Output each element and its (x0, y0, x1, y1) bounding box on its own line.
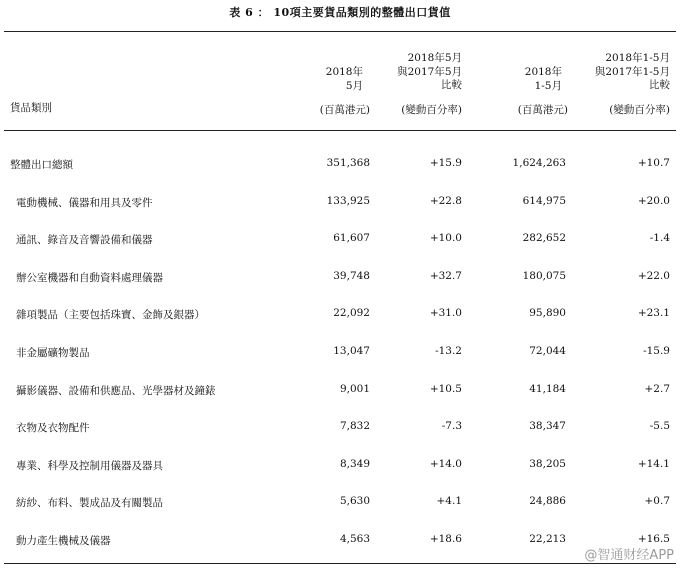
row-label: 電動機械、儀器和用具及零件 (16, 196, 153, 209)
cell-ytd-change: -5.5 (649, 420, 670, 433)
header-may-2018: 2018年 5月 (325, 66, 363, 92)
cell-may: 8,349 (339, 457, 370, 470)
cell-ytd-change: +2.7 (644, 382, 670, 395)
cell-may-change: +4.1 (436, 495, 462, 508)
cell-ytd: 282,652 (522, 232, 566, 245)
cell-ytd: 72,044 (529, 344, 566, 357)
cell-may: 22,092 (333, 307, 370, 320)
cell-ytd: 614,975 (522, 194, 566, 207)
row-label: 攝影儀器、設備和供應品、光學器材及鐘錶 (16, 384, 216, 397)
cell-ytd: 38,205 (529, 457, 566, 470)
cell-may-change: +10.0 (429, 232, 462, 245)
row-label: 衣物及衣物配件 (16, 422, 90, 435)
unit-may-change: (變動百分率) (401, 104, 462, 116)
cell-ytd-change: -15.9 (643, 344, 670, 357)
table-row (0, 420, 680, 458)
cell-may: 351,368 (326, 157, 370, 169)
table-row (0, 533, 680, 571)
row-label: 辦公室機器和自動資料處理儀器 (16, 271, 163, 284)
cell-ytd-change: +20.0 (637, 194, 670, 207)
cell-ytd-change: +16.5 (637, 532, 670, 545)
cell-ytd: 24,886 (529, 495, 566, 508)
cell-may: 61,607 (333, 232, 370, 245)
table-row (0, 458, 680, 496)
table-row (0, 383, 680, 421)
cell-ytd: 22,213 (529, 532, 566, 545)
cell-may-change: -13.2 (435, 344, 462, 357)
table-row (0, 157, 680, 195)
row-label: 通訊、錄音及音響設備和儀器 (16, 234, 153, 247)
bottom-rule (4, 563, 676, 564)
cell-ytd: 1,624,263 (512, 157, 566, 169)
row-label: 非金屬礦物製品 (16, 346, 90, 359)
cell-may-change: -7.3 (441, 420, 462, 433)
row-label: 整體出口總額 (10, 159, 73, 171)
cell-ytd-change: -1.4 (649, 232, 670, 245)
cell-may-change: +18.6 (429, 532, 462, 545)
row-label: 紡紗、布料、製成品及有關製品 (16, 497, 163, 510)
cell-ytd-change: +23.1 (637, 307, 670, 320)
top-rule (4, 31, 676, 32)
row-label: 專業、科學及控制用儀器及器具 (16, 459, 163, 472)
cell-may-change: +22.8 (429, 194, 462, 207)
cell-may: 7,832 (339, 420, 370, 433)
cell-ytd-change: +14.1 (637, 457, 670, 470)
cell-ytd-change: +22.0 (637, 269, 670, 282)
cell-ytd: 180,075 (522, 269, 566, 282)
header-rule (4, 130, 676, 131)
cell-may: 39,748 (333, 269, 370, 282)
table-row (0, 270, 680, 308)
table-row (0, 345, 680, 383)
cell-ytd: 41,184 (529, 382, 566, 395)
cell-may: 133,925 (326, 194, 370, 207)
table-body (0, 157, 680, 571)
cell-may: 5,630 (339, 495, 370, 508)
row-label: 動力產生機械及儀器 (16, 534, 111, 547)
unit-jan-may-change: (變動百分率) (609, 104, 670, 116)
cell-may: 13,047 (333, 344, 370, 357)
header-jan-may-2018: 2018年 1-5月 (524, 66, 562, 92)
cell-ytd: 95,890 (529, 307, 566, 320)
cell-may: 4,563 (339, 532, 370, 545)
watermark: @智通财经APP (584, 548, 674, 563)
header-category: 貨品類別 (10, 102, 52, 114)
row-label: 雜項製品（主要包括珠寶、金飾及銀器） (16, 309, 205, 322)
cell-may-change: +32.7 (429, 269, 462, 282)
cell-may: 9,001 (339, 382, 370, 395)
header-jan-may-change: 2018年1-5月 與2017年1-5月 比較 (594, 52, 670, 91)
table-row (0, 232, 680, 270)
table-row (0, 195, 680, 233)
cell-may-change: +15.9 (429, 157, 462, 169)
cell-may-change: +31.0 (429, 307, 462, 320)
table-title: 表 6 ： 10項主要貨品類別的整體出口貨值 (229, 6, 451, 19)
cell-may-change: +14.0 (429, 457, 462, 470)
table-row (0, 495, 680, 533)
unit-jan-may: (百萬港元) (517, 104, 568, 116)
cell-ytd: 38,347 (529, 420, 566, 433)
cell-ytd-change: +0.7 (644, 495, 670, 508)
cell-ytd-change: +10.7 (637, 157, 670, 169)
table-row (0, 307, 680, 345)
header-may-change: 2018年5月 與2017年5月 比較 (397, 52, 462, 91)
unit-may: (百萬港元) (319, 104, 370, 116)
cell-may-change: +10.5 (429, 382, 462, 395)
